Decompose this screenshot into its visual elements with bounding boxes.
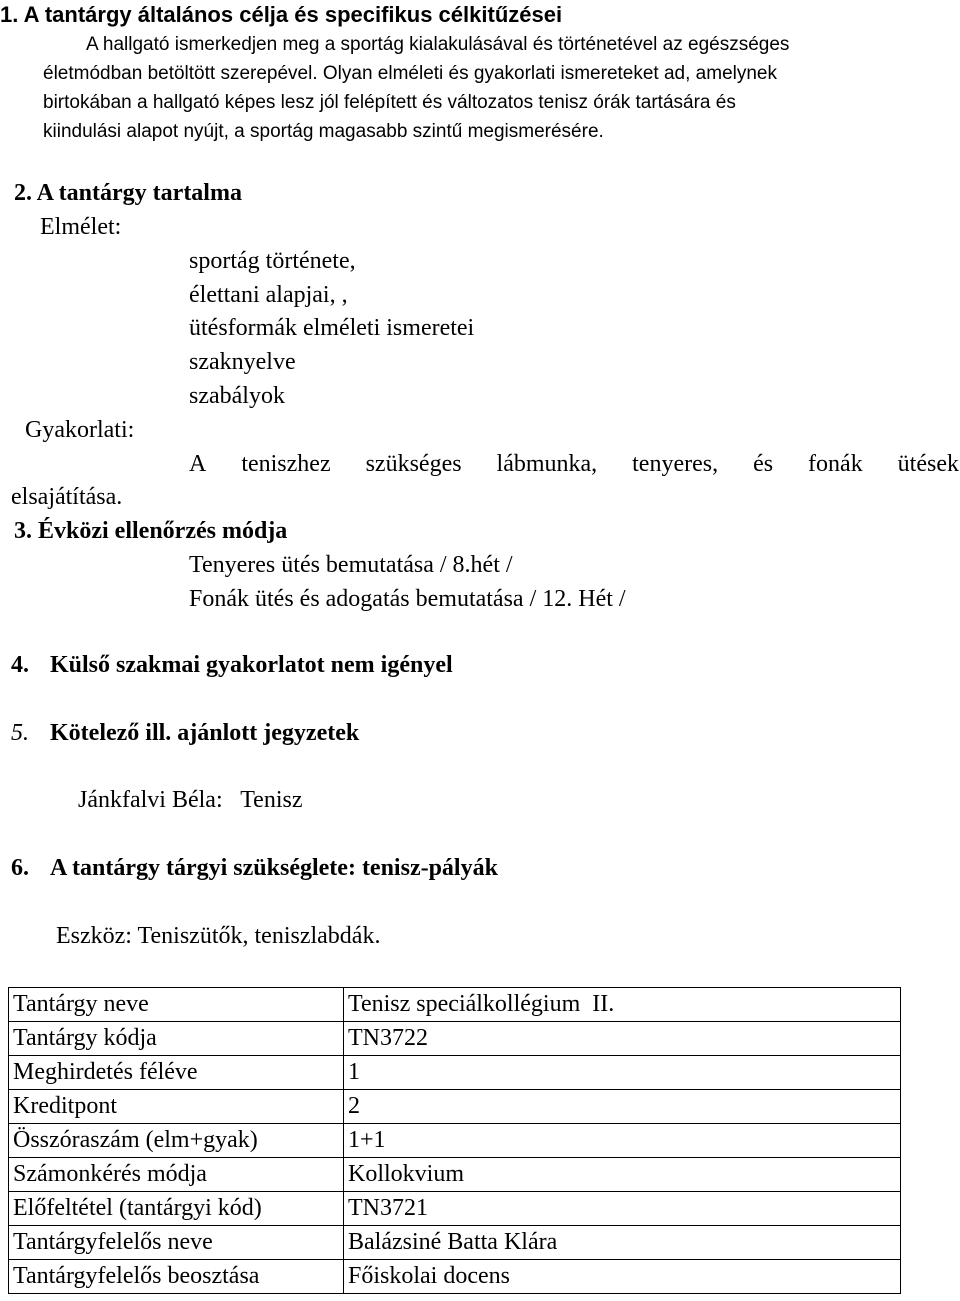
table-cell-value: TN3722 <box>344 1022 901 1056</box>
practice-text-line <box>189 451 959 478</box>
table-row <box>9 1192 901 1226</box>
course-info-table <box>8 987 901 1294</box>
table-cell-value: Balázsiné Batta Klára <box>344 1226 901 1260</box>
table-row <box>9 1022 901 1056</box>
practice-word: A <box>189 451 207 477</box>
theory-label: Elmélet: <box>40 214 122 240</box>
table-cell-label: Tantárgyfelelős neve <box>9 1226 344 1260</box>
theory-item-3: ütésformák elméleti ismeretei <box>189 315 475 341</box>
table-cell-value: TN3721 <box>344 1192 901 1226</box>
theory-item-4: szaknyelve <box>189 349 296 375</box>
table-row <box>9 1158 901 1192</box>
section-3-heading: 3. Évközi ellenőrzés módja <box>14 518 288 544</box>
table-row <box>9 1124 901 1158</box>
table-cell-value: Főiskolai docens <box>344 1260 901 1294</box>
table-cell-label: Összóraszám (elm+gyak) <box>9 1124 344 1158</box>
table-row <box>9 988 901 1022</box>
practice-word: lábmunka, <box>496 451 598 477</box>
theory-item-1: sportág története, <box>189 248 356 274</box>
paragraph-line-1: A hallgató ismerkedjen meg a sportág kialakulásával és történetével az egészséges <box>86 34 790 55</box>
paragraph-line-2: életmódban betöltött szerepével. Olyan elméleti és gyakorlati ismereteket ad, amelynek <box>43 63 777 84</box>
table-cell-value: 1+1 <box>344 1124 901 1158</box>
section-1-heading: 1. A tantárgy általános célja és specifikus célkitűzései <box>0 2 563 27</box>
practice-word: fonák <box>808 451 863 477</box>
practice-word: tenyeres, <box>632 451 719 477</box>
assessment-item-1: Tenyeres ütés bemutatása / 8.hét / <box>189 552 513 578</box>
table-row <box>9 1260 901 1294</box>
practice-text-end: elsajátítása. <box>11 484 123 510</box>
equipment-item: Eszköz: Teniszütők, teniszlabdák. <box>56 923 381 949</box>
section-4-number: 4. <box>11 652 29 678</box>
table-cell-label: Tantárgy neve <box>9 988 344 1022</box>
section-6-number: 6. <box>11 855 29 881</box>
practice-word: teniszhez <box>241 451 331 477</box>
table-row <box>9 1226 901 1260</box>
practice-word: szükséges <box>365 451 462 477</box>
section-6-heading: A tantárgy tárgyi szükséglete: tenisz-pályák <box>50 855 498 881</box>
table-cell-value: Kollokvium <box>344 1158 901 1192</box>
table-cell-label: Tantárgy kódja <box>9 1022 344 1056</box>
theory-item-2: élettani alapjai, , <box>189 282 348 308</box>
table-cell-label: Számonkérés módja <box>9 1158 344 1192</box>
section-2-heading: 2. A tantárgy tartalma <box>14 180 242 206</box>
table-row <box>9 1056 901 1090</box>
table-cell-label: Tantárgyfelelős beosztása <box>9 1260 344 1294</box>
practice-word: ütések <box>897 451 959 477</box>
paragraph-line-3: birtokában a hallgató képes lesz jól felépített és változatos tenisz órák tartására és <box>43 92 736 113</box>
required-reading-item: Jánkfalvi Béla: Tenisz <box>78 787 303 813</box>
table-cell-label: Meghirdetés féléve <box>9 1056 344 1090</box>
table-cell-value: 1 <box>344 1056 901 1090</box>
table-cell-label: Kreditpont <box>9 1090 344 1124</box>
assessment-item-2: Fonák ütés és adogatás bemutatása / 12. Hét / <box>189 586 626 612</box>
section-4-heading: Külső szakmai gyakorlatot nem igényel <box>50 652 453 678</box>
table-cell-label: Előfeltétel (tantárgyi kód) <box>9 1192 344 1226</box>
practice-label: Gyakorlati: <box>25 417 135 443</box>
section-5-heading: Kötelező ill. ajánlott jegyzetek <box>50 720 360 746</box>
practice-word: és <box>753 451 774 477</box>
table-row <box>9 1090 901 1124</box>
section-5-number: 5. <box>11 720 29 746</box>
table-cell-value: 2 <box>344 1090 901 1124</box>
theory-item-5: szabályok <box>189 383 285 409</box>
table-cell-value: Tenisz speciálkollégium II. <box>344 988 901 1022</box>
paragraph-line-4: kiindulási alapot nyújt, a sportág magasabb szintű megismerésére. <box>43 121 604 142</box>
